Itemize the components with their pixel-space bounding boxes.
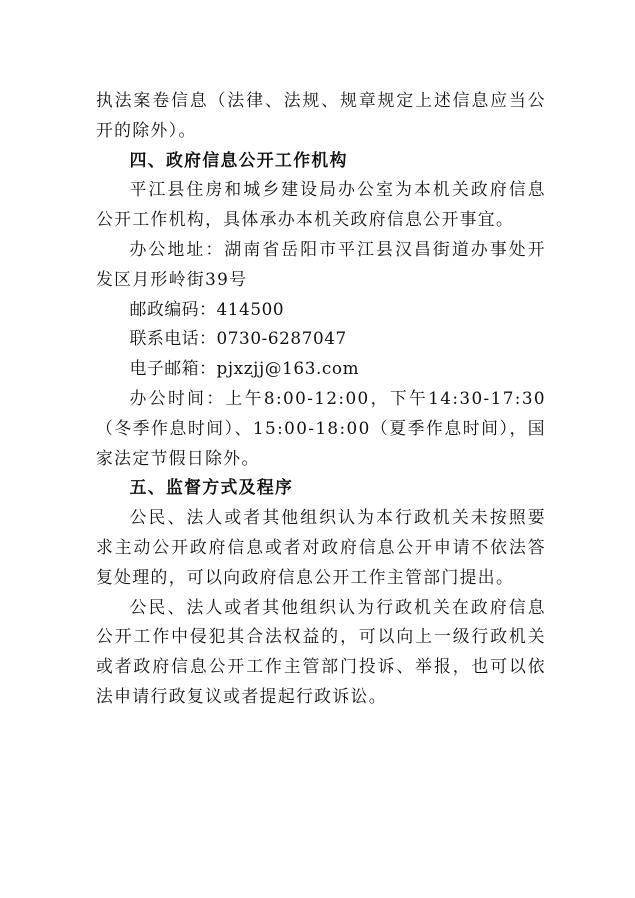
contact-phone: 联系电话：0730-6287047: [129, 328, 347, 349]
section-4-heading: 四、政府信息公开工作机构: [129, 149, 348, 170]
section-5-paragraph-2: 公民、法人或者其他组织认为行政机关在政府信息公开工作中侵犯其合法权益的，可以向上一级行政机关或者政府信息公开工作主管部门投诉、举报，也可以依法申请行政复议或者提起行政诉讼。: [96, 596, 546, 706]
office-hours: 办公时间：上午8:00-12:00，下午14:30-17:30（冬季作息时间）、15:00-18:00（夏季作息时间），国家法定节假日除外。: [96, 387, 546, 468]
section-5-heading: 五、监督方式及程序: [129, 477, 294, 498]
section-5-paragraph-1: 公民、法人或者其他组织认为本行政机关未按照要求主动公开政府信息或者对政府信息公开申请不依法答复处理的，可以向政府信息公开工作主管部门提出。: [96, 507, 546, 587]
postcode: 邮政编码：414500: [129, 298, 285, 319]
document-body: [96, 86, 546, 712]
office-address: 办公地址：湖南省岳阳市平江县汉昌街道办事处开发区月形岭街39号: [96, 238, 546, 289]
contact-email: 电子邮箱：pjxzjj@163.com: [129, 358, 360, 379]
continuation-paragraph: 执法案卷信息（法律、法规、规章规定上述信息应当公开的除外）。: [96, 90, 546, 140]
section-4-intro: 平江县住房和城乡建设局办公室为本机关政府信息公开工作机构，具体承办本机关政府信息公开事宜。: [96, 179, 546, 230]
